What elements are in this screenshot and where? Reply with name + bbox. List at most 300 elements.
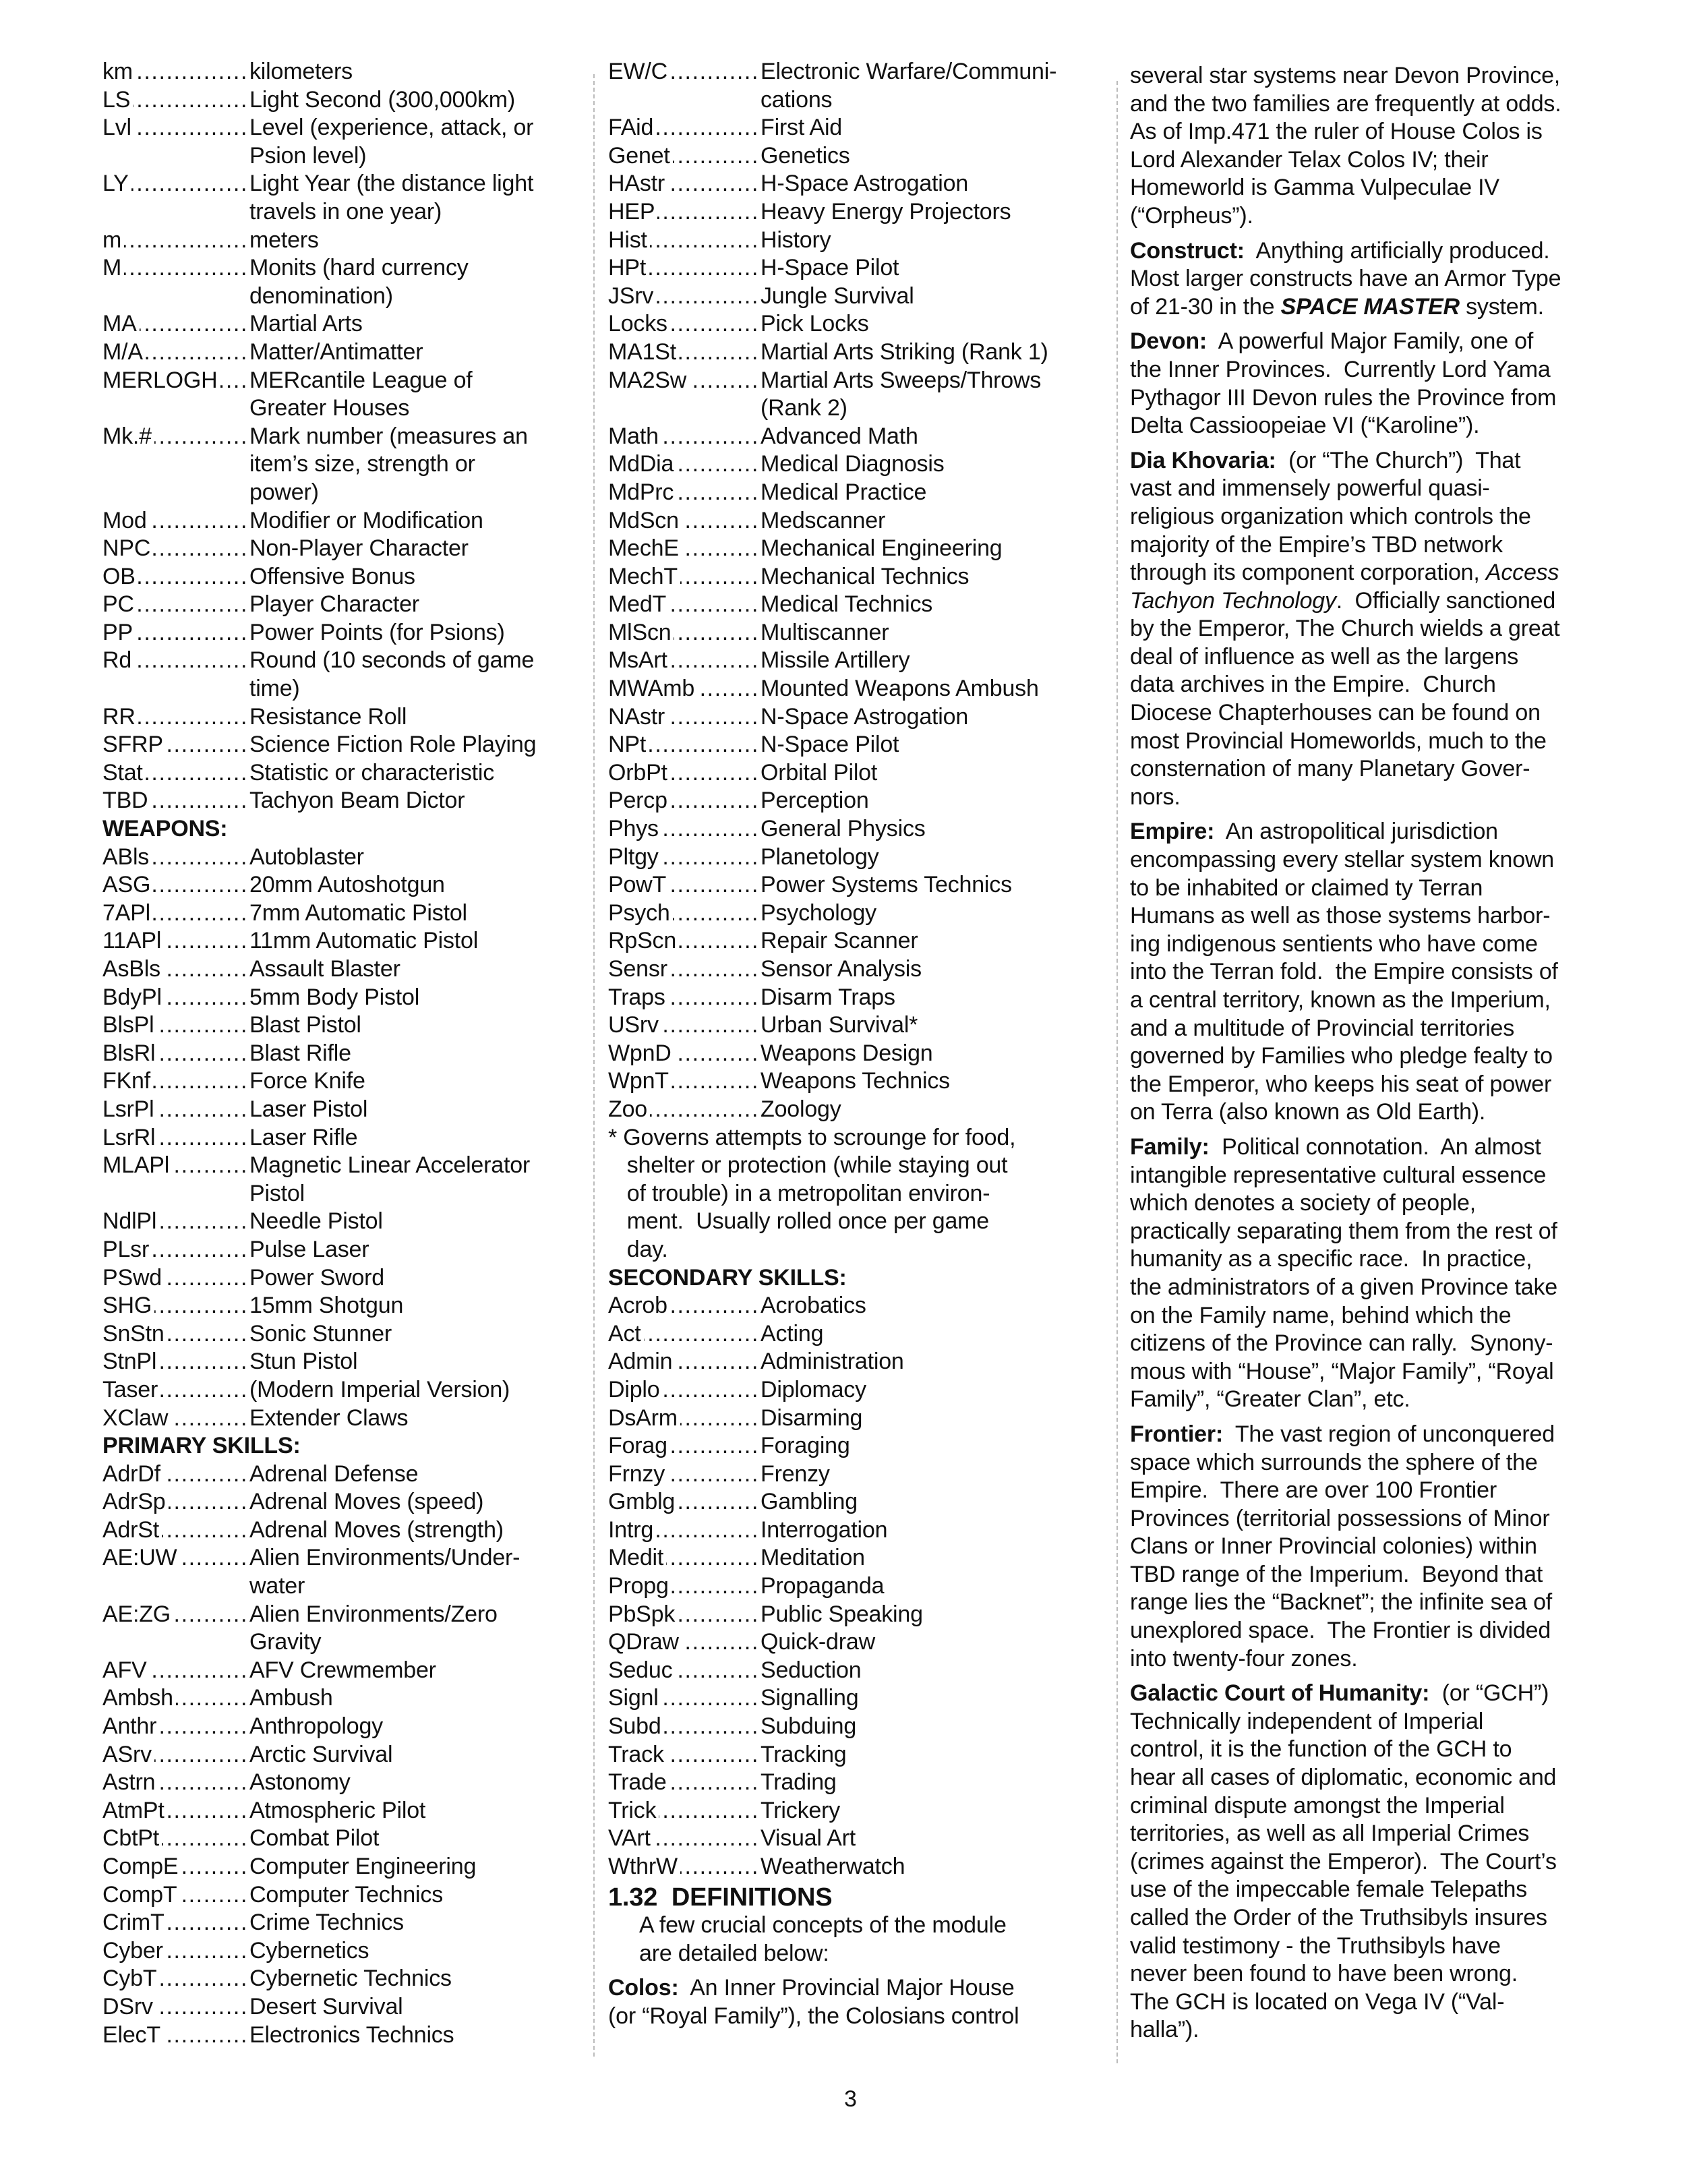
- abbreviation-entry: [608, 114, 1094, 142]
- definition: Heavy Energy Projectors: [761, 198, 1011, 225]
- abbreviation-entry: [608, 1797, 1094, 1825]
- definition: Acrobatics: [761, 1293, 866, 1319]
- abbreviation: [102, 535, 249, 563]
- definition: Martial Arts Striking (Rank 1): [761, 338, 1048, 365]
- abbreviation: [102, 984, 249, 1012]
- definition: 15mm Shotgun: [249, 1293, 404, 1319]
- abbreviation-entry: [608, 507, 1094, 535]
- abbreviation-label: PowT: [608, 872, 669, 897]
- abbreviation: [608, 1348, 761, 1376]
- abbreviation-entry: [608, 1825, 1094, 1853]
- abbreviation-label: JSrv: [608, 283, 656, 309]
- definition: Sensor Analysis: [761, 956, 922, 982]
- abbreviation-entry: [608, 1405, 1094, 1433]
- abbreviation-entry: [102, 955, 574, 984]
- abbreviation: [102, 1067, 249, 1096]
- abbreviation: [102, 1601, 249, 1657]
- abbreviation: [608, 227, 761, 255]
- abbreviation: [608, 703, 761, 732]
- abbreviation: [608, 619, 761, 647]
- abbreviation-entry: [608, 787, 1094, 815]
- abbreviation: [608, 170, 761, 198]
- definition: Trickery: [761, 1797, 841, 1823]
- abbreviation-label: LsrPl: [102, 1096, 156, 1122]
- definition: Anthropology: [249, 1713, 383, 1740]
- definition-paragraph: [1130, 447, 1629, 812]
- abbreviation-label: FKnf: [102, 1068, 153, 1094]
- abbreviation-entry: [102, 254, 574, 310]
- abbreviation: [608, 1572, 761, 1601]
- abbreviation-label: Act: [608, 1321, 644, 1347]
- definition: Foraging: [761, 1433, 850, 1459]
- definition: Extender Claws: [249, 1405, 409, 1431]
- definition-text: (or “GCH”) Technically independent of Imperial control, it is the function of the GCH to hear all cases of diplomatic, economic and criminal dispute amongst the Imperial territories, as well as all Imperial Crimes (crimes against the Emperor). The Court’s use of the impeccable female Telepaths called the Order of the Truthsibyls insures valid testimony - the Truthsibyls have never been found to have been wrong. The GCH is located on Vega IV (“Val- halla”).: [1130, 1680, 1557, 2043]
- abbreviation: [102, 647, 249, 703]
- definition: Advanced Math: [761, 423, 918, 449]
- definition: N-Space Pilot: [761, 732, 899, 758]
- abbreviation: [608, 675, 761, 703]
- definition: Orbital Pilot: [761, 759, 878, 786]
- abbreviation: [102, 1292, 249, 1320]
- definition-term: Dia Khovaria:: [1130, 447, 1276, 473]
- abbreviation: [608, 1376, 761, 1405]
- abbreviation: [102, 731, 249, 759]
- abbreviation-label: AdrSt: [102, 1517, 162, 1543]
- definition-paragraph: [1130, 818, 1629, 1127]
- abbreviation: [102, 1208, 249, 1236]
- definition-term: Devon:: [1130, 328, 1208, 355]
- abbreviation-entry: [608, 1067, 1094, 1096]
- abbreviation-label: MA1St: [608, 339, 679, 365]
- abbreviation-label: Taser: [102, 1377, 160, 1403]
- abbreviation: [608, 1460, 761, 1489]
- abbreviation-entry: [608, 759, 1094, 788]
- abbreviation: [608, 1011, 761, 1040]
- abbreviation-label: MdScn: [608, 508, 682, 533]
- abbreviation-label: EW/C: [608, 59, 670, 84]
- abbreviation-entry: [608, 899, 1094, 928]
- abbreviation-label: Lvl: [102, 115, 134, 140]
- definition: Martial Arts: [249, 311, 363, 337]
- abbreviations-column-left: [102, 58, 574, 2049]
- abbreviation: [102, 338, 249, 367]
- abbreviation-entry: [608, 1348, 1094, 1376]
- abbreviation-entry: [102, 1601, 574, 1657]
- definition: MERcantile League of Greater Houses: [249, 367, 473, 421]
- abbreviation-entry: [102, 1152, 574, 1208]
- abbreviation: [102, 955, 249, 984]
- abbreviation: [102, 1741, 249, 1769]
- definition-paragraph: [608, 1974, 1094, 2030]
- definition: Weapons Design: [761, 1040, 933, 1066]
- abbreviation: [102, 1488, 249, 1516]
- definition: Disarm Traps: [761, 984, 895, 1010]
- abbreviation-entry: [608, 703, 1094, 732]
- abbreviation-entry: [102, 1853, 574, 1881]
- abbreviation-label: Diplo: [608, 1377, 662, 1403]
- abbreviation-label: LS: [102, 87, 133, 113]
- abbreviation: [608, 114, 761, 142]
- abbreviation-entry: [102, 1208, 574, 1236]
- abbreviation: [102, 227, 249, 255]
- abbreviation-entry: [102, 1825, 574, 1853]
- definition-paragraph: [1130, 1421, 1629, 1673]
- abbreviation-label: ABls: [102, 844, 152, 870]
- abbreviation: [608, 1292, 761, 1320]
- abbreviation: [102, 254, 249, 310]
- abbreviation: [608, 731, 761, 759]
- definition-term: Empire:: [1130, 819, 1215, 845]
- definition: Player Character: [249, 591, 419, 618]
- abbreviation-entry: [102, 1096, 574, 1124]
- abbreviation-label: OrbPt: [608, 760, 670, 786]
- abbreviation: [608, 927, 761, 955]
- definition: Needle Pistol: [249, 1208, 383, 1235]
- abbreviation: [102, 787, 249, 815]
- abbreviation-label: AtmPt: [102, 1798, 167, 1823]
- abbreviation-label: Anthr: [102, 1713, 159, 1739]
- abbreviation-label: DsArm: [608, 1405, 680, 1431]
- definition: Monits (hard currency denomination): [249, 255, 469, 309]
- abbreviation-entry: [102, 1124, 574, 1152]
- abbreviation-label: WpnT: [608, 1068, 672, 1094]
- abbreviation: [102, 114, 249, 170]
- definition: Pick Locks: [761, 311, 869, 337]
- definition: Laser Pistol: [249, 1096, 368, 1122]
- abbreviation-entry: [608, 1460, 1094, 1489]
- definition: Jungle Survival: [761, 283, 914, 309]
- abbreviation: [608, 142, 761, 171]
- abbreviation-entry: [102, 1264, 574, 1293]
- definition: Interrogation: [761, 1516, 888, 1543]
- abbreviation: [608, 58, 761, 114]
- abbreviation-label: Trick: [608, 1798, 659, 1823]
- abbreviation: [608, 254, 761, 283]
- definition: N-Space Astrogation: [761, 703, 969, 730]
- abbreviation-label: Ambsh: [102, 1685, 176, 1711]
- definition: Desert Survival: [249, 1993, 403, 2019]
- abbreviation-entry: [102, 899, 574, 928]
- definition: H-Space Pilot: [761, 255, 899, 281]
- abbreviation: [608, 844, 761, 872]
- abbreviation-entry: [102, 423, 574, 507]
- abbreviation-label: PP: [102, 620, 136, 645]
- abbreviation-label: Frnzy: [608, 1461, 667, 1487]
- abbreviation: [102, 170, 249, 226]
- abbreviation-entry: [608, 423, 1094, 451]
- abbreviation-entry: [608, 591, 1094, 619]
- abbreviation: [102, 1684, 249, 1713]
- definition: Matter/Antimatter: [249, 338, 423, 365]
- abbreviation-entry: [102, 591, 574, 619]
- abbreviation-entry: [102, 1516, 574, 1545]
- definition: Genetics: [761, 142, 850, 169]
- abbreviation: [102, 1376, 249, 1405]
- definition: Offensive Bonus: [249, 563, 415, 589]
- abbreviation-label: Math: [608, 423, 661, 449]
- abbreviation-entry: [102, 227, 574, 255]
- definition: 7mm Automatic Pistol: [249, 899, 467, 926]
- definition-paragraph: [1130, 62, 1629, 231]
- abbreviation-entry: [608, 1544, 1094, 1572]
- abbreviation-entry: [608, 731, 1094, 759]
- definition: Magnetic Linear Accelerator Pistol: [249, 1152, 531, 1206]
- abbreviation-label: Signl: [608, 1685, 661, 1711]
- section-title: 1.32 DEFINITIONS: [608, 1883, 833, 1912]
- definition: Medical Practice: [761, 479, 927, 505]
- abbreviation-label: NPt: [608, 732, 649, 757]
- abbreviation-label: m: [102, 227, 124, 253]
- abbreviation: [102, 619, 249, 647]
- abbreviation-label: AE:UW: [102, 1545, 179, 1570]
- abbreviation-entry: [102, 703, 574, 732]
- abbreviation-label: Astrn: [102, 1769, 158, 1795]
- abbreviation-label: Rd: [102, 647, 134, 673]
- definition-text: . Officially sanctioned by the Emperor, The Church wields a great deal of influence as well as the largens data archives in the Empire. Church Diocese Chapterhouses can be found on most Provincial Homeworlds, much to the consternation of many Planetary Gover- nors.: [1130, 587, 1560, 810]
- definition: Light Year (the distance light travels in one year): [249, 171, 534, 225]
- definition: 20mm Autoshotgun: [249, 872, 445, 898]
- abbreviation-entry: [608, 1601, 1094, 1629]
- abbreviation-entry: [608, 450, 1094, 479]
- definition: Adrenal Defense: [249, 1460, 419, 1487]
- abbreviation-label: TBD: [102, 788, 150, 813]
- abbreviation-label: Zoo: [608, 1096, 650, 1122]
- definition: Visual Art: [761, 1825, 856, 1852]
- abbreviation: [102, 1713, 249, 1741]
- abbreviation: [102, 1825, 249, 1853]
- abbreviation-label: Traps: [608, 984, 668, 1010]
- abbreviation-entry: [102, 1741, 574, 1769]
- definition: Round (10 seconds of game time): [249, 647, 535, 702]
- abbreviation: [608, 984, 761, 1012]
- abbreviation: [608, 815, 761, 844]
- abbreviation: [608, 450, 761, 479]
- definition: Blast Pistol: [249, 1012, 361, 1038]
- abbreviation: [102, 871, 249, 899]
- abbreviations-column-middle: [608, 58, 1094, 2031]
- abbreviation: [102, 899, 249, 928]
- abbreviation-label: HEP: [608, 199, 657, 225]
- abbreviation-label: MdDia: [608, 451, 676, 477]
- definition: Cybernetic Technics: [249, 1966, 452, 1992]
- definition: Seduction: [761, 1657, 862, 1683]
- abbreviation: [608, 367, 761, 423]
- abbreviation: [102, 1993, 249, 2021]
- abbreviation-entry: [102, 1040, 574, 1068]
- definition: Sonic Stunner: [249, 1320, 392, 1347]
- abbreviation-entry: [102, 310, 574, 338]
- definition: Mechanical Engineering: [761, 535, 1003, 562]
- definition-term: Galactic Court of Humanity:: [1130, 1680, 1430, 1707]
- abbreviation-label: SnStn: [102, 1321, 167, 1347]
- definition: Meditation: [761, 1545, 865, 1571]
- abbreviation: [102, 1152, 249, 1208]
- abbreviation-label: Locks: [608, 311, 670, 336]
- abbreviation-label: Subd: [608, 1713, 664, 1739]
- definition: Cybernetics: [249, 1937, 369, 1964]
- definition: Weapons Technics: [761, 1068, 950, 1094]
- abbreviation-label: NPC: [102, 535, 153, 561]
- abbreviation: [608, 338, 761, 367]
- abbreviation-entry: [102, 1657, 574, 1685]
- abbreviation-label: MechE: [608, 535, 682, 561]
- definition: Signalling: [761, 1685, 859, 1711]
- abbreviation-label: LY: [102, 171, 131, 196]
- abbreviation-entry: [608, 955, 1094, 984]
- definition: Medical Technics: [761, 591, 933, 618]
- abbreviation-entry: [608, 647, 1094, 675]
- definition: Missile Artillery: [761, 647, 910, 674]
- definition: Medical Diagnosis: [761, 451, 945, 477]
- abbreviation-label: Phys: [608, 816, 661, 842]
- abbreviation-label: XClaw: [102, 1405, 171, 1431]
- definitions-column-right: [1130, 62, 1629, 2044]
- abbreviation-label: Pltgy: [608, 844, 661, 870]
- abbreviation: [102, 1264, 249, 1293]
- definition-text: Access Tachyon Technology: [1130, 560, 1559, 614]
- abbreviation-label: Propg: [608, 1573, 672, 1599]
- abbreviation: [608, 1488, 761, 1516]
- section-heading: SECONDARY SKILLS:: [608, 1264, 847, 1291]
- abbreviation: [608, 1713, 761, 1741]
- abbreviation: [102, 1853, 249, 1881]
- abbreviation-entry: [102, 1460, 574, 1489]
- abbreviation-label: MA: [102, 311, 140, 336]
- abbreviation-label: CbtPt: [102, 1825, 162, 1851]
- definition: Assault Blaster: [249, 956, 400, 982]
- abbreviation-label: MLAPl: [102, 1152, 172, 1178]
- abbreviation-entry: [608, 283, 1094, 311]
- definition: Acting: [761, 1320, 824, 1347]
- abbreviation-entry: [102, 1769, 574, 1797]
- abbreviation-entry: [102, 1684, 574, 1713]
- abbreviation: [608, 1741, 761, 1769]
- abbreviation-label: Percp: [608, 788, 670, 813]
- abbreviation: [608, 759, 761, 788]
- abbreviation-entry: [102, 1797, 574, 1825]
- abbreviation: [608, 1825, 761, 1853]
- abbreviation-entry: [608, 310, 1094, 338]
- abbreviation: [102, 2021, 249, 2050]
- abbreviation-label: MWAmb: [608, 676, 697, 701]
- definition: 11mm Automatic Pistol: [249, 928, 479, 954]
- definition: H-Space Astrogation: [761, 171, 969, 197]
- definition: AFV Crewmember: [249, 1657, 436, 1683]
- abbreviation-entry: [102, 787, 574, 815]
- abbreviation-label: OB: [102, 564, 138, 589]
- abbreviation-entry: [608, 198, 1094, 227]
- abbreviation-entry: [608, 142, 1094, 171]
- abbreviation: [102, 927, 249, 955]
- definition: Urban Survival*: [761, 1012, 918, 1038]
- abbreviation-label: MdPrc: [608, 479, 676, 505]
- definition: Science Fiction Role Playing: [249, 732, 537, 758]
- definition: Pulse Laser: [249, 1236, 369, 1262]
- abbreviation-entry: [102, 58, 574, 86]
- abbreviation: [608, 591, 761, 619]
- abbreviation-label: AFV: [102, 1657, 150, 1683]
- abbreviation-entry: [608, 58, 1094, 114]
- abbreviation-entry: [608, 1516, 1094, 1545]
- abbreviation: [102, 1460, 249, 1489]
- abbreviation: [102, 1965, 249, 1993]
- definition-term: Family:: [1130, 1133, 1210, 1160]
- definition-paragraph: [1130, 328, 1629, 440]
- abbreviation-label: Track: [608, 1742, 667, 1767]
- abbreviation: [102, 1769, 249, 1797]
- abbreviation-label: BlsPl: [102, 1012, 156, 1038]
- abbreviation-entry: [608, 479, 1094, 507]
- abbreviation-entry: [102, 86, 574, 115]
- abbreviation-label: PC: [102, 591, 137, 617]
- abbreviation: [102, 1797, 249, 1825]
- abbreviation: [608, 423, 761, 451]
- abbreviation-label: DSrv: [102, 1994, 156, 2019]
- abbreviation-entry: [102, 844, 574, 872]
- abbreviation: [102, 86, 249, 115]
- abbreviation-label: PLsr: [102, 1237, 152, 1262]
- abbreviation-label: Stat: [102, 760, 146, 786]
- definition: Public Speaking: [761, 1601, 923, 1627]
- definition: Arctic Survival: [249, 1741, 393, 1767]
- abbreviation-label: SFRP: [102, 732, 166, 757]
- abbreviation: [102, 1544, 249, 1600]
- abbreviation-entry: [608, 1432, 1094, 1460]
- abbreviation: [608, 1516, 761, 1545]
- abbreviation: [102, 1320, 249, 1349]
- definition: Planetology: [761, 844, 879, 870]
- abbreviation-entry: [102, 507, 574, 535]
- definition: Medscanner: [761, 507, 886, 533]
- definition: meters: [249, 227, 319, 253]
- abbreviation-entry: [608, 871, 1094, 899]
- abbreviation-label: BdyPl: [102, 984, 165, 1010]
- definition: Perception: [761, 788, 869, 814]
- abbreviation-label: RR: [102, 704, 138, 730]
- abbreviation-entry: [102, 1881, 574, 1910]
- definition-text: (or “The Church”) That vast and immensely powerful quasi- religious organization which controls the majority of the Empire’s TBD network through its component corporation,: [1130, 447, 1531, 586]
- abbreviation-entry: [608, 1657, 1094, 1685]
- definition-text: Political connotation. An almost intangible representative cultural essence which denotes a society of people, practically separating them from the rest of humanity as a specific race. In practice, the administrators of a given Province take on the Family name, behind which the citizens of the Province can rally. Synony- mous with “House”, “Major Family”, “Royal Family”, “Greater Clan”, etc.: [1130, 1133, 1557, 1413]
- definition: Tachyon Beam Dictor: [249, 788, 465, 814]
- abbreviation-label: Sensr: [608, 956, 670, 982]
- definition: Ambush: [249, 1685, 333, 1711]
- abbreviation-entry: [608, 338, 1094, 367]
- abbreviation-label: 7APl: [102, 900, 153, 926]
- definition: Non-Player Character: [249, 535, 469, 562]
- column-divider: [593, 74, 595, 2057]
- footnote: * Governs attempts to scrounge for food, shelter or protection (while staying out of trouble) in a metropolitan environ- ment. Usually rolled once per game day.: [608, 1124, 1016, 1262]
- abbreviation: [608, 787, 761, 815]
- definition-text: system.: [1459, 293, 1544, 320]
- abbreviation: [102, 563, 249, 591]
- definition: Administration: [761, 1349, 904, 1375]
- definition: Alien Environments/Under- water: [249, 1545, 520, 1599]
- abbreviation-label: WthrW: [608, 1854, 680, 1879]
- abbreviation-label: AsBls: [102, 956, 163, 982]
- abbreviation-entry: [608, 1741, 1094, 1769]
- abbreviation: [102, 1516, 249, 1545]
- abbreviation-label: USrv: [608, 1012, 661, 1038]
- abbreviation: [608, 955, 761, 984]
- abbreviation-label: AdrSp: [102, 1489, 169, 1514]
- intro-text: A few crucial concepts of the module are detailed below:: [639, 1912, 1007, 1966]
- abbreviation-entry: [102, 1292, 574, 1320]
- definition: Repair Scanner: [761, 928, 918, 954]
- abbreviation-entry: [102, 1236, 574, 1264]
- definition-text: An astropolitical jurisdiction encompassing every stellar system known to be inhabited or claimed ty Terran Humans as well as those systems harbor- ing indigenous sentients who have come into the Terran fold. the Empire consists of a central territory, known as the Imperium, and a multitude of Provincial territories governed by Families who pledge fealty to the Emperor, who keeps his seat of power on Terra (also known as Old Earth).: [1130, 819, 1558, 1125]
- definition: Power Points (for Psions): [249, 619, 505, 645]
